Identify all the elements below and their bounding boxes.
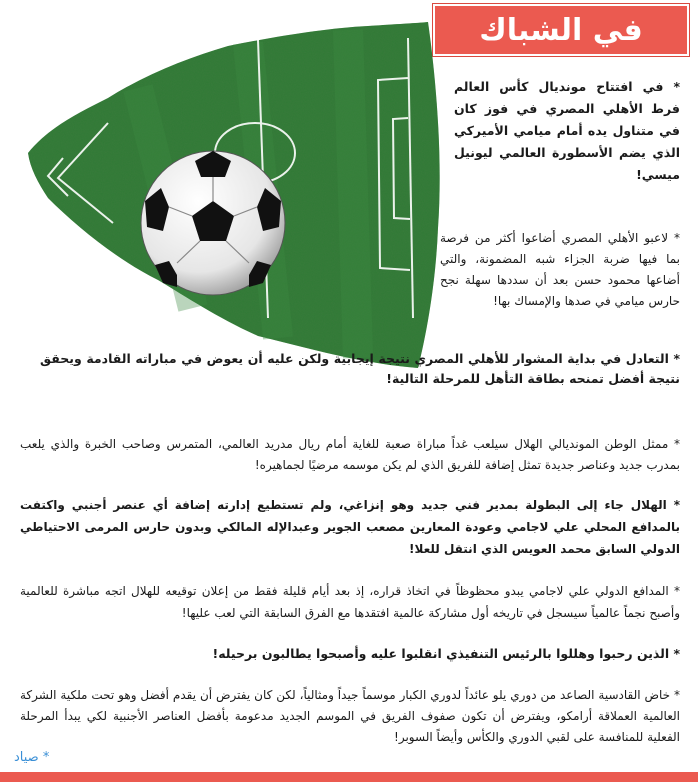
column-title [433,4,689,56]
pitch-svg [18,18,468,378]
bottom-accent-bar [0,772,698,782]
column-title-text: في الشباك [479,12,643,48]
paragraph-4: * ممثل الوطن المونديالي الهلال سيلعب غداً مباراة صعبة للغاية أمام ريال مدريد العالمي، المتمرس وصاحب الخبرة والذي يلعب بمدرب جديد وعناصر جديدة تمثل إضافة للفريق الذي لم يكن موسمه مرضيًا لجماهيره! [20,437,680,472]
paragraph-3: * التعادل في بداية المشوار للأهلي المصري نتيجة إيجابية ولكن عليه أن يعوض في مباراته القادمة ويحقق نتيجة أفضل تمنحه بطاقة التأهل للمرحلة التالية! [40,351,680,386]
football-icon [141,151,285,295]
paragraph-5: * الهلال جاء إلى البطولة بمدير فني جديد وهو إنزاغي، ولم تستطيع إدارته إضافة أي عنصر أجنبي واكتفت بالمدافع المحلي علي لاجامي وعودة المعارين مصعب الجوير وعبدالإله المالكي وبدون حارس المرمى الاحتياطي الدولي السابق محمد العويس الذي انتقل للعلا! [20,498,680,556]
paragraph-7: * الذين رحبوا وهللوا بالرئيس التنفيذي انقلبوا عليه وأصبحوا يطالبون برحيله! [212,646,680,661]
paragraph-8: * خاض القادسية الصاعد من دوري يلو عائداً لدوري الكبار موسماً جيداً ومثالياً، لكن كان يفترض أن يقدم أفضل وهو تحت ملكية الشركة العالمية العملاقة أرامكو، ويفترض أن تكون صفوف الفريق في الموسم الجديد مدعومة بأفضل العناصر الأجنبية لكي يبدأ المرحلة الفعلية للمنافسة على لقبي الدوري والكأس وأيضاً السوبر! [20,688,680,744]
paragraph-6: * المدافع الدولي علي لاجامي يبدو محظوظاً في اتخاذ قراره، إذ بعد أيام قليلة فقط من إعلان توقيعه للهلال اتجه مباشرة للعالمية وأصبح نجماً عالمياً سيسجل في تاريخه أول مشاركة عالمية افتقدها مع الفرق السابقة التي لعب عليها! [20,584,680,620]
author-signature: * صياد [14,750,50,765]
paragraph-2: * لاعبو الأهلي المصري أضاعوا أكثر من فرصة بما فيها ضربة الجزاء شبه المضمونة، والتي أضاعها محمود حسن بعد أن سددها سهلة نجح حارس ميامي في صدها والإمساك بها! [440,231,680,308]
football-pitch-illustration [18,18,468,378]
paragraph-1: * في افتتاح مونديال كأس العالم فرط الأهلي المصري في فوز كان في متناول يده أمام ميامي الأميركي الذي يضم الأسطورة العالمي ليونيل ميسي! [454,79,680,182]
